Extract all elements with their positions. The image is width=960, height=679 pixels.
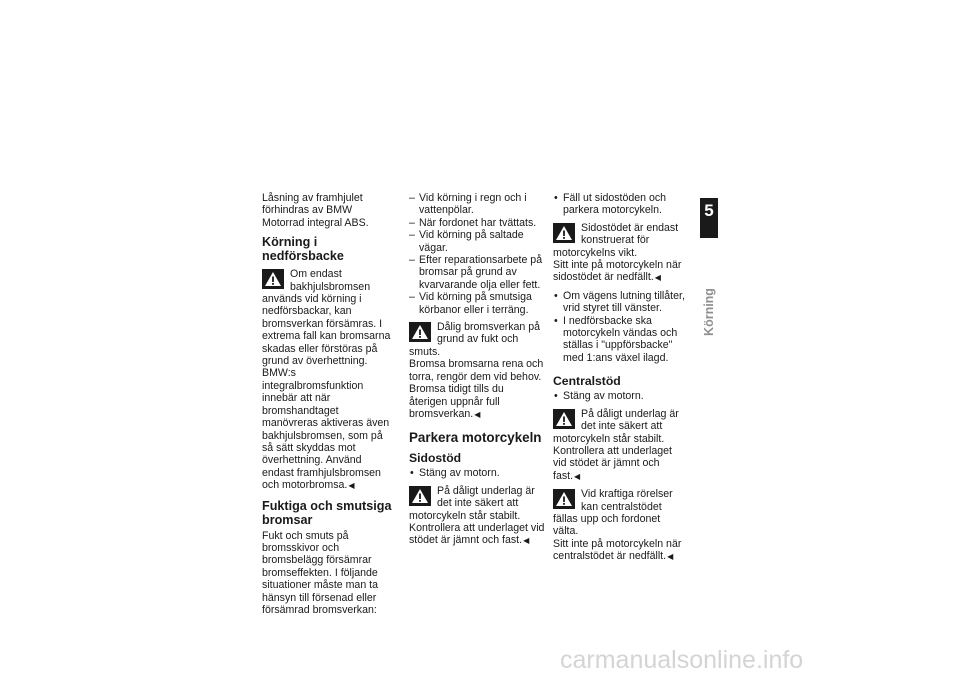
list-item: – Vid körning på smutsiga körbanor eller i terräng.	[409, 291, 545, 316]
warning-ground-text: På dåligt underlag är det inte säkert att motorcykeln står stabilt.	[409, 484, 535, 522]
chapter-number: 5	[704, 201, 714, 220]
side-stand-steps	[409, 467, 545, 479]
warning-ground-2	[553, 408, 688, 445]
column-1	[262, 192, 396, 616]
column-3	[553, 192, 688, 564]
list-item: • I nedförsbacke ska motorcykeln vändas och ställas i "uppförsbacke" med 1:ans växel ilagd.	[553, 315, 688, 365]
warning-brakes-text: Dålig bromsverkan på grund av fukt och smuts.	[409, 321, 541, 358]
page-number: 81	[701, 228, 713, 239]
heading-downhill: Körning i nedförsbacke	[262, 235, 344, 264]
warning-downhill	[262, 268, 396, 492]
ground-text: Kontrollera att underlaget vid stödet är jämnt och fast. ◀	[409, 522, 545, 548]
situation-list	[409, 192, 545, 316]
force-text: Sitt inte på motorcykeln när centralstödet är nedfällt. ◀	[553, 538, 688, 564]
warning-force-text: Vid kraftiga rörelser kan centralstödet fällas upp och fordonet välta.	[553, 488, 673, 538]
warning-weight-text: Sidostödet är endast konstruerat för motorcykelns vikt.	[553, 221, 679, 259]
heading-wet-brakes: Fuktiga och smutsiga bromsar	[262, 498, 392, 527]
warning-triangle-icon	[409, 486, 431, 506]
list-item: – När fordonet har tvättats.	[409, 217, 545, 229]
warning-triangle-icon	[409, 322, 431, 342]
heading-side-stand: Sidostöd	[409, 451, 462, 466]
warning-triangle-icon	[262, 269, 284, 289]
heading-center-stand: Centralstöd	[553, 374, 621, 389]
warning-downhill-text: Om endast bakhjulsbromsen används vid körning i nedförsbackar, kan bromsverkan försämras. I extrema fall kan bromsarna skadas eller förstöras på grund av överhettning. BMW:s integralbromsfunktion innebär att när bromshandtaget manövreras aktiveras även bakhjulsbromsen, som på så sätt skyddas mot överhettning. Använd endast framhjulsbromsen och motorbromsa. ◀	[262, 268, 396, 492]
list-item: • Stäng av motorn.	[409, 467, 545, 479]
section-label: Körning	[702, 288, 716, 336]
intro-text: Låsning av framhjulet förhindras av BMW Motorrad integral ABS.	[262, 192, 369, 229]
warning-force	[553, 488, 688, 538]
side-stand-steps-2	[553, 192, 688, 217]
list-item: – Vid körning i regn och i vattenpölar.	[409, 192, 545, 217]
list-item: • Om vägens lutning tillåter, vrid styret till vänster.	[553, 290, 688, 315]
warning-ground	[409, 485, 545, 522]
list-item: – Vid körning på saltade vägar.	[409, 229, 545, 254]
list-item: • Stäng av motorn.	[553, 390, 688, 402]
warning-triangle-icon	[553, 409, 575, 429]
list-item: • Fäll ut sidostöden och parkera motorcykeln.	[553, 192, 688, 217]
weight-text: Sitt inte på motorcykeln när sidostödet är nedfällt. ◀	[553, 259, 688, 285]
ground-2-text: Kontrollera att underlaget vid stödet är jämnt och fast. ◀	[553, 445, 688, 483]
brakes-text: Bromsa bromsarna rena och torra, rengör dem vid behov. Bromsa tidigt tills du återigen uppnår full bromsverkan. ◀	[409, 358, 545, 421]
column-2	[409, 192, 545, 548]
heading-park: Parkera motorcykeln	[409, 430, 542, 446]
warning-ground-2-text: På dåligt underlag är det inte säkert att motorcykeln står stabilt.	[553, 407, 679, 445]
warning-triangle-icon	[553, 489, 575, 509]
warning-weight	[553, 222, 688, 259]
wet-brakes-text: Fukt och smuts på bromsskivor och bromsbelägg försämrar bromseffekten. I följande situationer måste man ta hänsyn till försenad eller försämrad bromsverkan:	[262, 529, 378, 616]
warning-brakes	[409, 321, 545, 358]
center-stand-steps	[553, 390, 688, 402]
watermark: carmanualsonline.info	[560, 646, 804, 674]
tips-list	[553, 290, 688, 364]
list-item: – Efter reparationsarbete på bromsar på grund av kvarvarande olja eller fett.	[409, 254, 545, 291]
warning-triangle-icon	[553, 223, 575, 243]
